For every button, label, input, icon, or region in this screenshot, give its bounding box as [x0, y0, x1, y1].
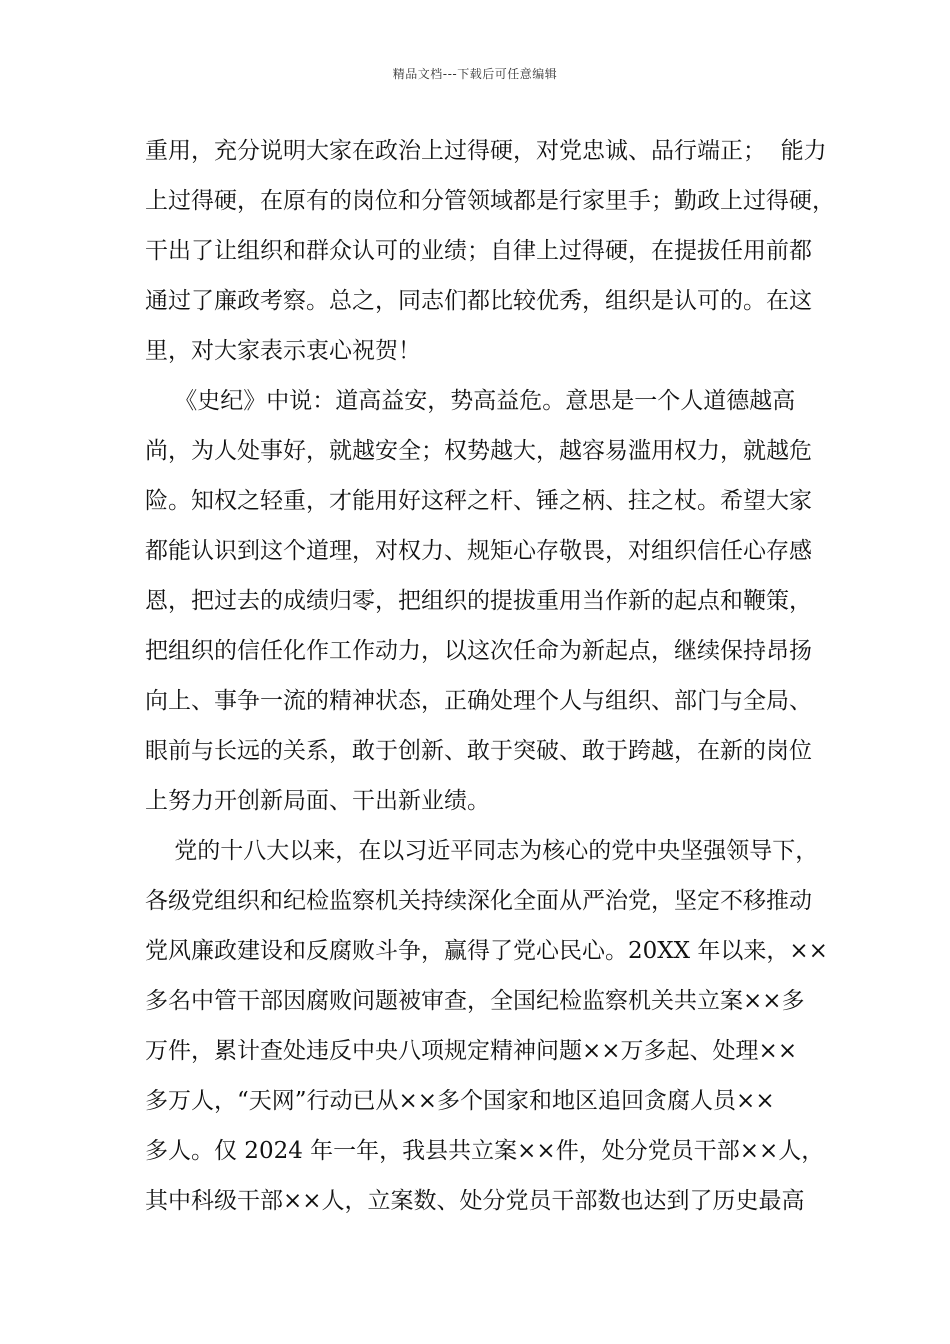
- page-header: 精品文档---下载后可任意编辑: [392, 67, 558, 81]
- body-line: 党的十八大以来，在以习近平同志为核心的党中央坚强领导下，: [145, 838, 819, 864]
- body-line: 上努力开创新局面、干出新业绩。: [145, 788, 490, 814]
- body-line: 险。知权之轻重，才能用好这秤之杆、锤之柄、拄之杖。希望大家: [145, 488, 812, 514]
- body-line: 通过了廉政考察。总之，同志们都比较优秀，组织是认可的。在这: [145, 288, 812, 314]
- body-line: 各级党组织和纪检监察机关持续深化全面从严治党，坚定不移推动: [145, 888, 812, 914]
- body-line: 把组织的信任化作工作动力，以这次任命为新起点，继续保持昂扬: [145, 638, 812, 664]
- body-line: 重用，充分说明大家在政治上过得硬，对党忠诚、品行端正； 能力: [145, 138, 827, 164]
- body-line: 其中科级干部××人，立案数、处分党员干部数也达到了历史最高: [145, 1188, 805, 1214]
- body-line: 万件，累计查处违反中央八项规定精神问题××万多起、处理××: [145, 1038, 798, 1064]
- body-line: 恩，把过去的成绩归零，把组织的提拔重用当作新的起点和鞭策，: [145, 588, 812, 614]
- body-line: 上过得硬，在原有的岗位和分管领域都是行家里手；勤政上过得硬，: [145, 188, 835, 214]
- body-line: 多万人，“天网”行动已从××多个国家和地区追回贪腐人员××: [145, 1088, 775, 1114]
- body-line: 《史纪》中说：道高益安，势高益危。意思是一个人道德越高: [145, 388, 796, 414]
- body-line: 干出了让组织和群众认可的业绩；自律上过得硬，在提拔任用前都: [145, 238, 812, 264]
- body-line: 向上、事争一流的精神状态，正确处理个人与组织、部门与全局、: [145, 688, 812, 714]
- body-line: 党风廉政建设和反腐败斗争，赢得了党心民心。20XX 年以来，××: [145, 938, 828, 964]
- body-line: 多名中管干部因腐败问题被审查，全国纪检监察机关共立案××多: [145, 988, 805, 1014]
- body-line: 里，对大家表示衷心祝贺！: [145, 338, 421, 364]
- body-line: 尚，为人处事好，就越安全；权势越大，越容易滥用权力，就越危: [145, 438, 812, 464]
- body-line: 眼前与长远的关系，敢于创新、敢于突破、敢于跨越，在新的岗位: [145, 738, 812, 764]
- body-line: 都能认识到这个道理，对权力、规矩心存敬畏，对组织信任心存感: [145, 538, 812, 564]
- body-line: 多人。仅 2024 年一年，我县共立案××件，处分党员干部××人，: [145, 1138, 825, 1164]
